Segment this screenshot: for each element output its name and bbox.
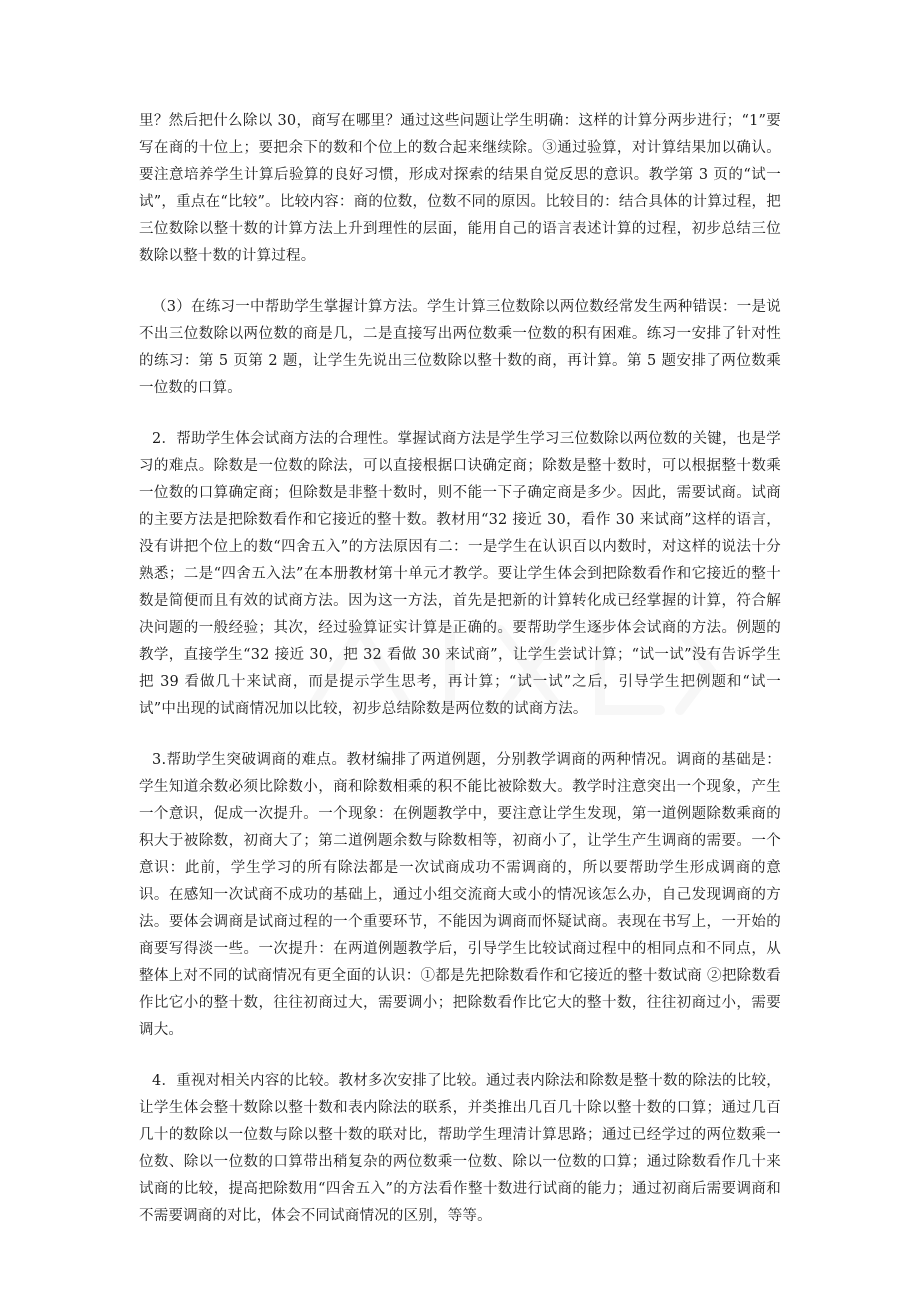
paragraph-5: 4．重视对相关内容的比较。教材多次安排了比较。通过表内除法和除数是整十数的除法的比较，让学生体会整十数除以整十数和表内除法的联系，并类推出几百几十除以整十数的口算；通过几百几十的数除以一位数与除以整十数的联对比，帮助学生理清计算思路；通过已经学过的两位数乘一位数、除以一位数的口算带出稍复杂的两位数乘一位数、除以一位数的口算；通过除数看作几十来试商的比较，提高把除数用“四舍五入”的方法看作整十数进行试商的能力；通过初商后需要调商和不需要调商的对比，体会不同试商情况的区别，等等。 xyxy=(139,1073,781,1224)
paragraph-3: 2．帮助学生体会试商方法的合理性。掌握试商方法是学生学习三位数除以两位数的关键，也是学习的难点。除数是一位数的除法，可以直接根据口诀确定商；除数是整十数时，可以根据整十数乘一位数的口算确定商；但除数是非整十数时，则不能一下子确定商是多少。因此，需要试商。试商的主要方法是把除数看作和它接近的整十数。教材用“32 接近 30，看作 30 来试商”这样的语言，没有讲把个位上的数“四舍五入”的方法原因有二：一是学生在认识百以内数时，对这样的说法十分熟悉；二是“四舍五入法”在本册教材第十单元才教学。要让学生体会到把除数看作和它接近的整十数是简便而且有效的试商方法。因为这一方法，首先是把新的计算转化成已经掌握的计算，符合解决问题的一般经验；其次，经过验算证实计算是正确的。要帮助学生逐步体会试商的方法。例题的教学，直接学生“32 接近 30，把 32 看做 30 来试商”，让学生尝试计算；“试一试”没有告诉学生把 39 看做几十来试商，而是提示学生思考，再计算；“试一试”之后，引导学生把例题和“试一试”中出现的试商情况加以比较，初步总结除数是两位数的试商方法。 xyxy=(139,431,781,717)
document-body xyxy=(139,108,781,1230)
paragraph-4: 3.帮助学生突破调商的难点。教材编排了两道例题，分别教学调商的两种情况。调商的基础是：学生知道余数必须比除数小，商和除数相乘的积不能比被除数大。教学时注意突出一个现象，产生一个意识，促成一次提升。一个现象：在例题教学中，要注意让学生发现，第一道例题除数乘商的积大于被除数，初商大了；第二道例题余数与除数相等，初商小了，让学生产生调商的需要。一个意识：此前，学生学习的所有除法都是一次试商成功不需调商的，所以要帮助学生形成调商的意识。在感知一次试商不成功的基础上，通过小组交流商大或小的情况该怎么办，自己发现调商的方法。要体会调商是试商过程的一个重要环节，不能因为调商而怀疑试商。表现在书写上，一开始的商要写得淡一些。一次提升：在两道例题教学后，引导学生比较试商过程中的相同点和不同点，从整体上对不同的试商情况有更全面的认识：①都是先把除数看作和它接近的整十数试商 ②把除数看作比它小的整十数，往往初商过大，需要调小；把除数看作比它大的整十数，往往初商过小，需要调大。 xyxy=(139,752,781,1038)
paragraph-2: （3）在练习一中帮助学生掌握计算方法。学生计算三位数除以两位数经常发生两种错误：一是说不出三位数除以两位数的商是几，二是直接写出两位数乘一位数的积有困难。练习一安排了针对性的练习：第 5 页第 2 题，让学生先说出三位数除以整十数的商，再计算。第 5 题安排了两位数乘一位数的口算。 xyxy=(139,299,781,396)
paragraph-1: 里？然后把什么除以 30，商写在哪里？通过这些问题让学生明确：这样的计算分两步进行；“1”要写在商的十位上；要把余下的数和个位上的数合起来继续除。③通过验算，对计算结果加以确认。要注意培养学生计算后验算的良好习惯，形成对探索的结果自觉反思的意识。教学第 3 页的“试一试”，重点在“比较”。比较内容：商的位数，位数不同的原因。比较目的：结合具体的计算过程，把三位数除以整十数的计算方法上升到理性的层面，能用自己的语言表述计算的过程，初步总结三位数除以整十数的计算过程。 xyxy=(139,113,781,264)
